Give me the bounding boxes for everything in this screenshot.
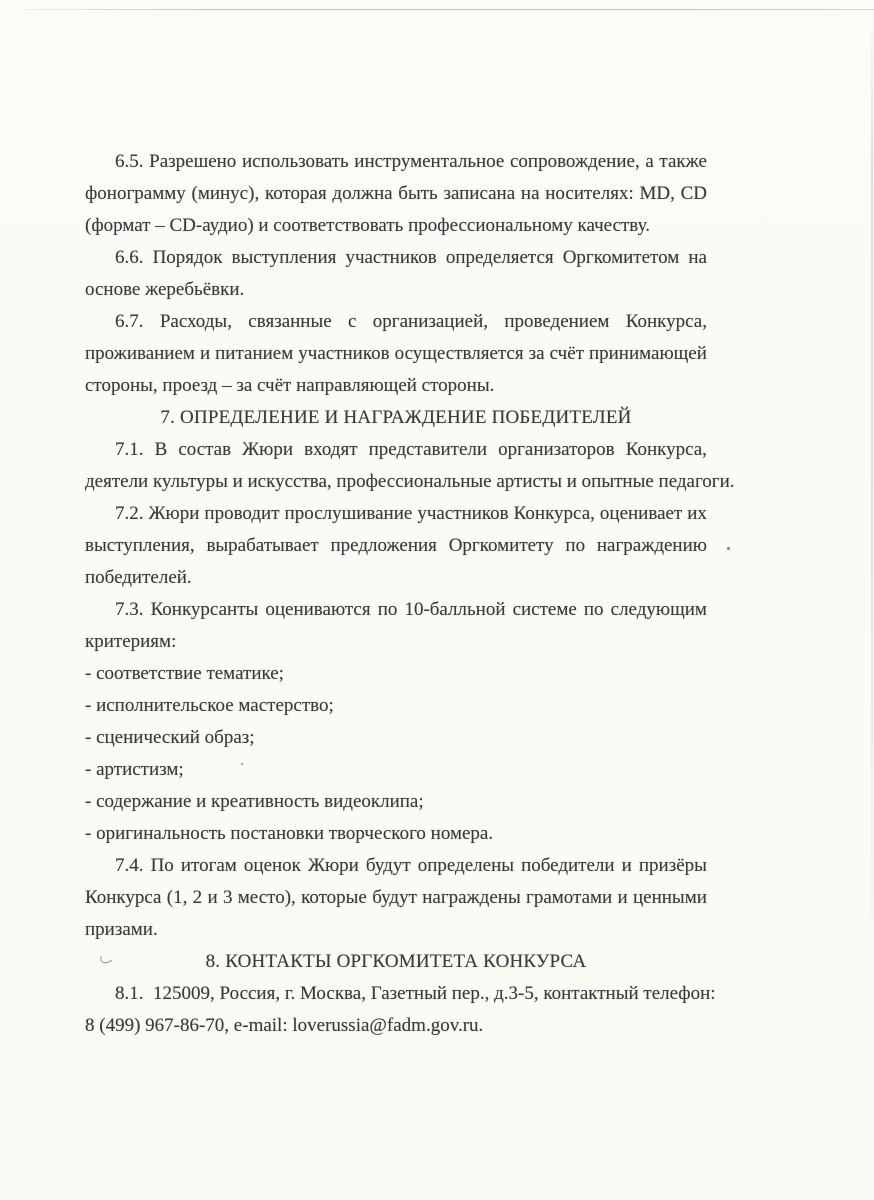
clause-7-1-line-2: деятели культуры и искусства, профессиональные артисты и опытные педагоги. [85,471,735,492]
clause-7-4-line-3: призами. [85,919,158,940]
criteria-item-2-line-1: - исполнительское мастерство; [85,695,334,716]
clause-7-2-line-2: выступления, вырабатывает предложения Оргкомитету по награждению [85,535,707,556]
criteria-item-3-line-1: - сценический образ; [85,727,255,748]
clause-8-1-line-2: 8 (499) 967-86-70, e-mail: loverussia@fadm.gov.ru. [85,1015,484,1036]
criteria-item-5-line-1: - содержание и креативность видеоклипа; [85,791,424,812]
section-7-heading: 7. ОПРЕДЕЛЕНИЕ И НАГРАЖДЕНИЕ ПОБЕДИТЕЛЕЙ [160,407,632,428]
clause-6-5-line-1: 6.5. Разрешено использовать инструментальное сопровождение, а также [115,151,707,172]
clause-8-1-line-1: 8.1. 125009, Россия, г. Москва, Газетный пер., д.3-5, контактный телефон: [115,983,716,1004]
criteria-item-1-line-1: - соответствие тематике; [85,663,284,684]
clause-6-7-line-2: проживанием и питанием участников осуществляется за счёт принимающей [85,343,707,364]
clause-7-4-line-2: Конкурса (1, 2 и 3 место), которые будут награждены грамотами и ценными [85,887,707,908]
clause-6-7-line-1: 6.7. Расходы, связанные с организацией, проведением Конкурса, [115,311,707,332]
clause-6-5-line-3: (формат – CD-аудио) и соответствовать профессиональному качеству. [85,215,650,236]
criteria-item-6-line-1: - оригинальность постановки творческого номера. [85,823,494,844]
clause-6-5-line-2: фонограмму (минус), которая должна быть записана на носителях: MD, CD [85,183,707,204]
clause-7-2-line-3: победителей. [85,567,192,588]
clause-7-2-line-1: 7.2. Жюри проводит прослушивание участников Конкурса, оценивает их [115,503,707,524]
clause-6-6-line-1: 6.6. Порядок выступления участников определяется Оргкомитетом на [115,247,707,268]
scan-speck [241,763,243,765]
clause-7-3-line-2: критериям: [85,631,177,652]
scan-speck [727,547,730,550]
clause-7-3-line-1: 7.3. Конкурсанты оцениваются по 10-балльной системе по следующим [115,599,707,620]
document-content [85,146,735,1042]
clause-6-6-line-2: основе жеребьёвки. [85,279,245,300]
scan-top-edge-line [22,9,874,10]
clause-6-7-line-3: стороны, проезд – за счёт направляющей стороны. [85,375,495,396]
criteria-item-4-line-1: - артистизм; [85,759,184,780]
scan-right-edge-shadow [871,0,873,1200]
section-8-heading: 8. КОНТАКТЫ ОРГКОМИТЕТА КОНКУРСА [205,951,587,972]
clause-7-1-line-1: 7.1. В состав Жюри входят представители организаторов Конкурса, [115,439,707,460]
clause-7-4-line-1: 7.4. По итогам оценок Жюри будут определены победители и призёры [115,855,707,876]
